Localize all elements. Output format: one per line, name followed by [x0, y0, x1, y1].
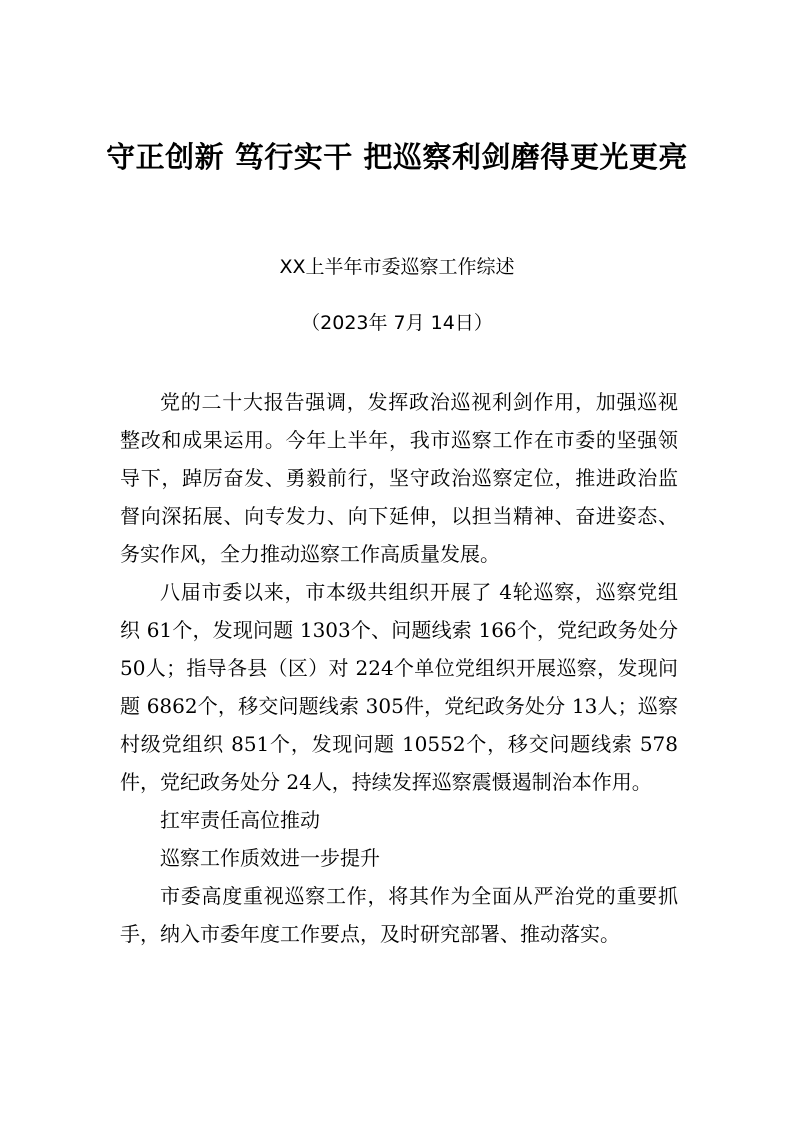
document-date: （2023年 7月 14日） [301, 312, 493, 334]
section-subheading: 巡察工作质效进一步提升 [160, 846, 380, 870]
section-heading: 扛牢责任高位推动 [160, 808, 320, 832]
paragraph-statistics: 八届市委以来，市本级共组织开展了 4轮巡察，巡察党组织 61个，发现问题 1303个、问题线索 166个，党纪政务处分 50人；指导各县（区）对 224个单位党组织开展巡察，发现问题 6862个，移交问题线索 305件，党纪政务处分 13人；巡察村级党组织 851个，发现问题 10552个，移交问题线索 578件，党纪政务处分 24人，持续发挥巡察震慑遏制治本作用。 [120, 580, 678, 794]
paragraph-section-body: 市委高度重视巡察工作，将其作为全面从严治党的重要抓手，纳入市委年度工作要点，及时研究部署、推动落实。 [120, 884, 678, 946]
paragraph-intro: 党的二十大报告强调，发挥政治巡视利剑作用，加强巡视整改和成果运用。今年上半年，我市巡察工作在市委的坚强领导下，踔厉奋发、勇毅前行，坚守政治巡察定位，推进政治监督向深拓展、向专发力、向下延伸，以担当精神、奋进姿态、务实作风，全力推动巡察工作高质量发展。 [120, 390, 678, 566]
document-subtitle: XX上半年市委巡察工作综述 [279, 256, 515, 278]
document-title: 守正创新 笃行实干 把巡察利剑磨得更光更亮 [106, 140, 688, 174]
document-body [120, 383, 678, 953]
